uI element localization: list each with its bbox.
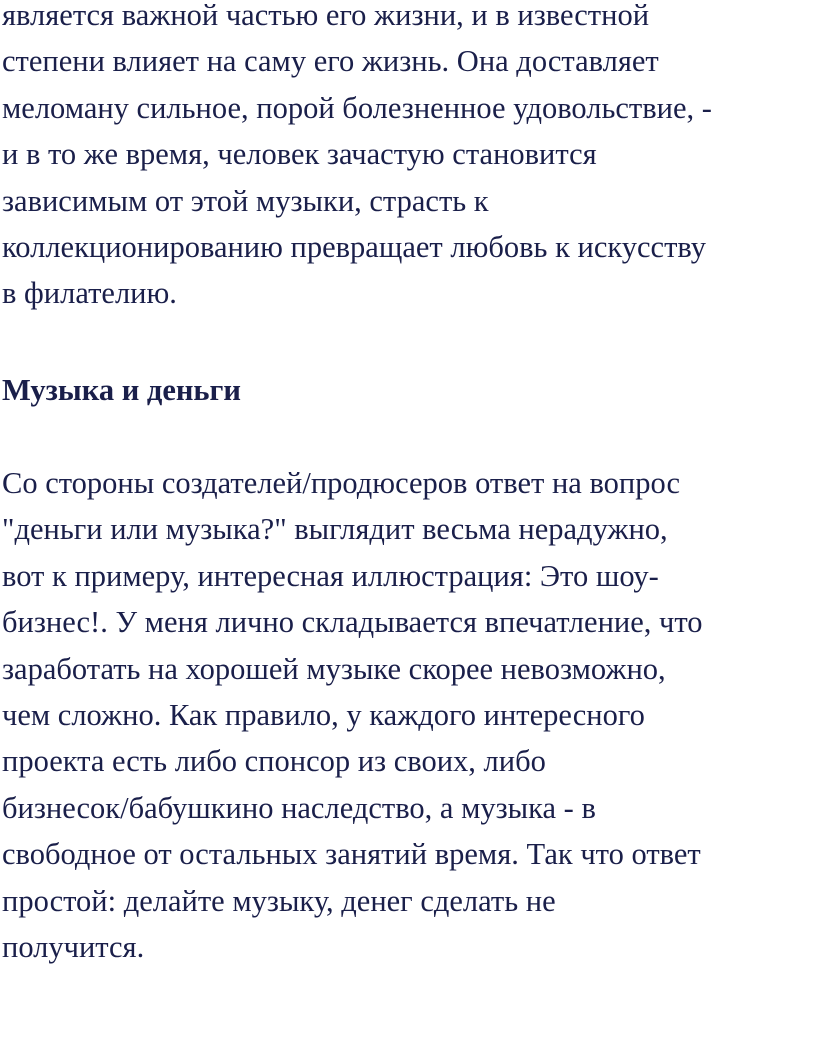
- paragraph-music-money: [2, 460, 703, 970]
- text-line: бизнес!. У меня лично складывается впечатление, что: [2, 605, 703, 640]
- text-line: бизнесок/бабушкино наследство, а музыка - в: [2, 790, 596, 825]
- text-line: заработать на хорошей музыке скорее невозможно,: [2, 651, 666, 686]
- text-line: и в то же время, человек зачастую становится: [2, 137, 597, 172]
- text-line: свободное от остальных занятий время. Так что ответ: [2, 837, 701, 872]
- text-line: зависимым от этой музыки, страсть к: [2, 183, 489, 218]
- text-line: "деньги или музыка?" выглядит весьма нерадужно,: [2, 512, 668, 547]
- text-line: меломану сильное, порой болезненное удовольствие, -: [2, 90, 712, 125]
- text-line: получится.: [2, 930, 145, 965]
- text-line: простой: делайте музыку, денег сделать не: [2, 883, 556, 918]
- text-line: степени влияет на саму его жизнь. Она доставляет: [2, 44, 659, 79]
- text-line: проекта есть либо спонсор из своих, либо: [2, 744, 546, 779]
- section-heading: Музыка и деньги: [2, 373, 241, 407]
- text-line: коллекционированию превращает любовь к искусству: [2, 230, 707, 265]
- text-line: вот к примеру, интересная иллюстрация: Это шоу-: [2, 558, 659, 593]
- text-line: в филателию.: [2, 276, 177, 311]
- paragraph-music-life: [2, 0, 712, 317]
- text-line: Со стороны создателей/продюсеров ответ на вопрос: [2, 466, 680, 500]
- text-line: является важной частью его жизни, и в известной: [2, 0, 650, 32]
- text-line: чем сложно. Как правило, у каждого интересного: [2, 698, 645, 733]
